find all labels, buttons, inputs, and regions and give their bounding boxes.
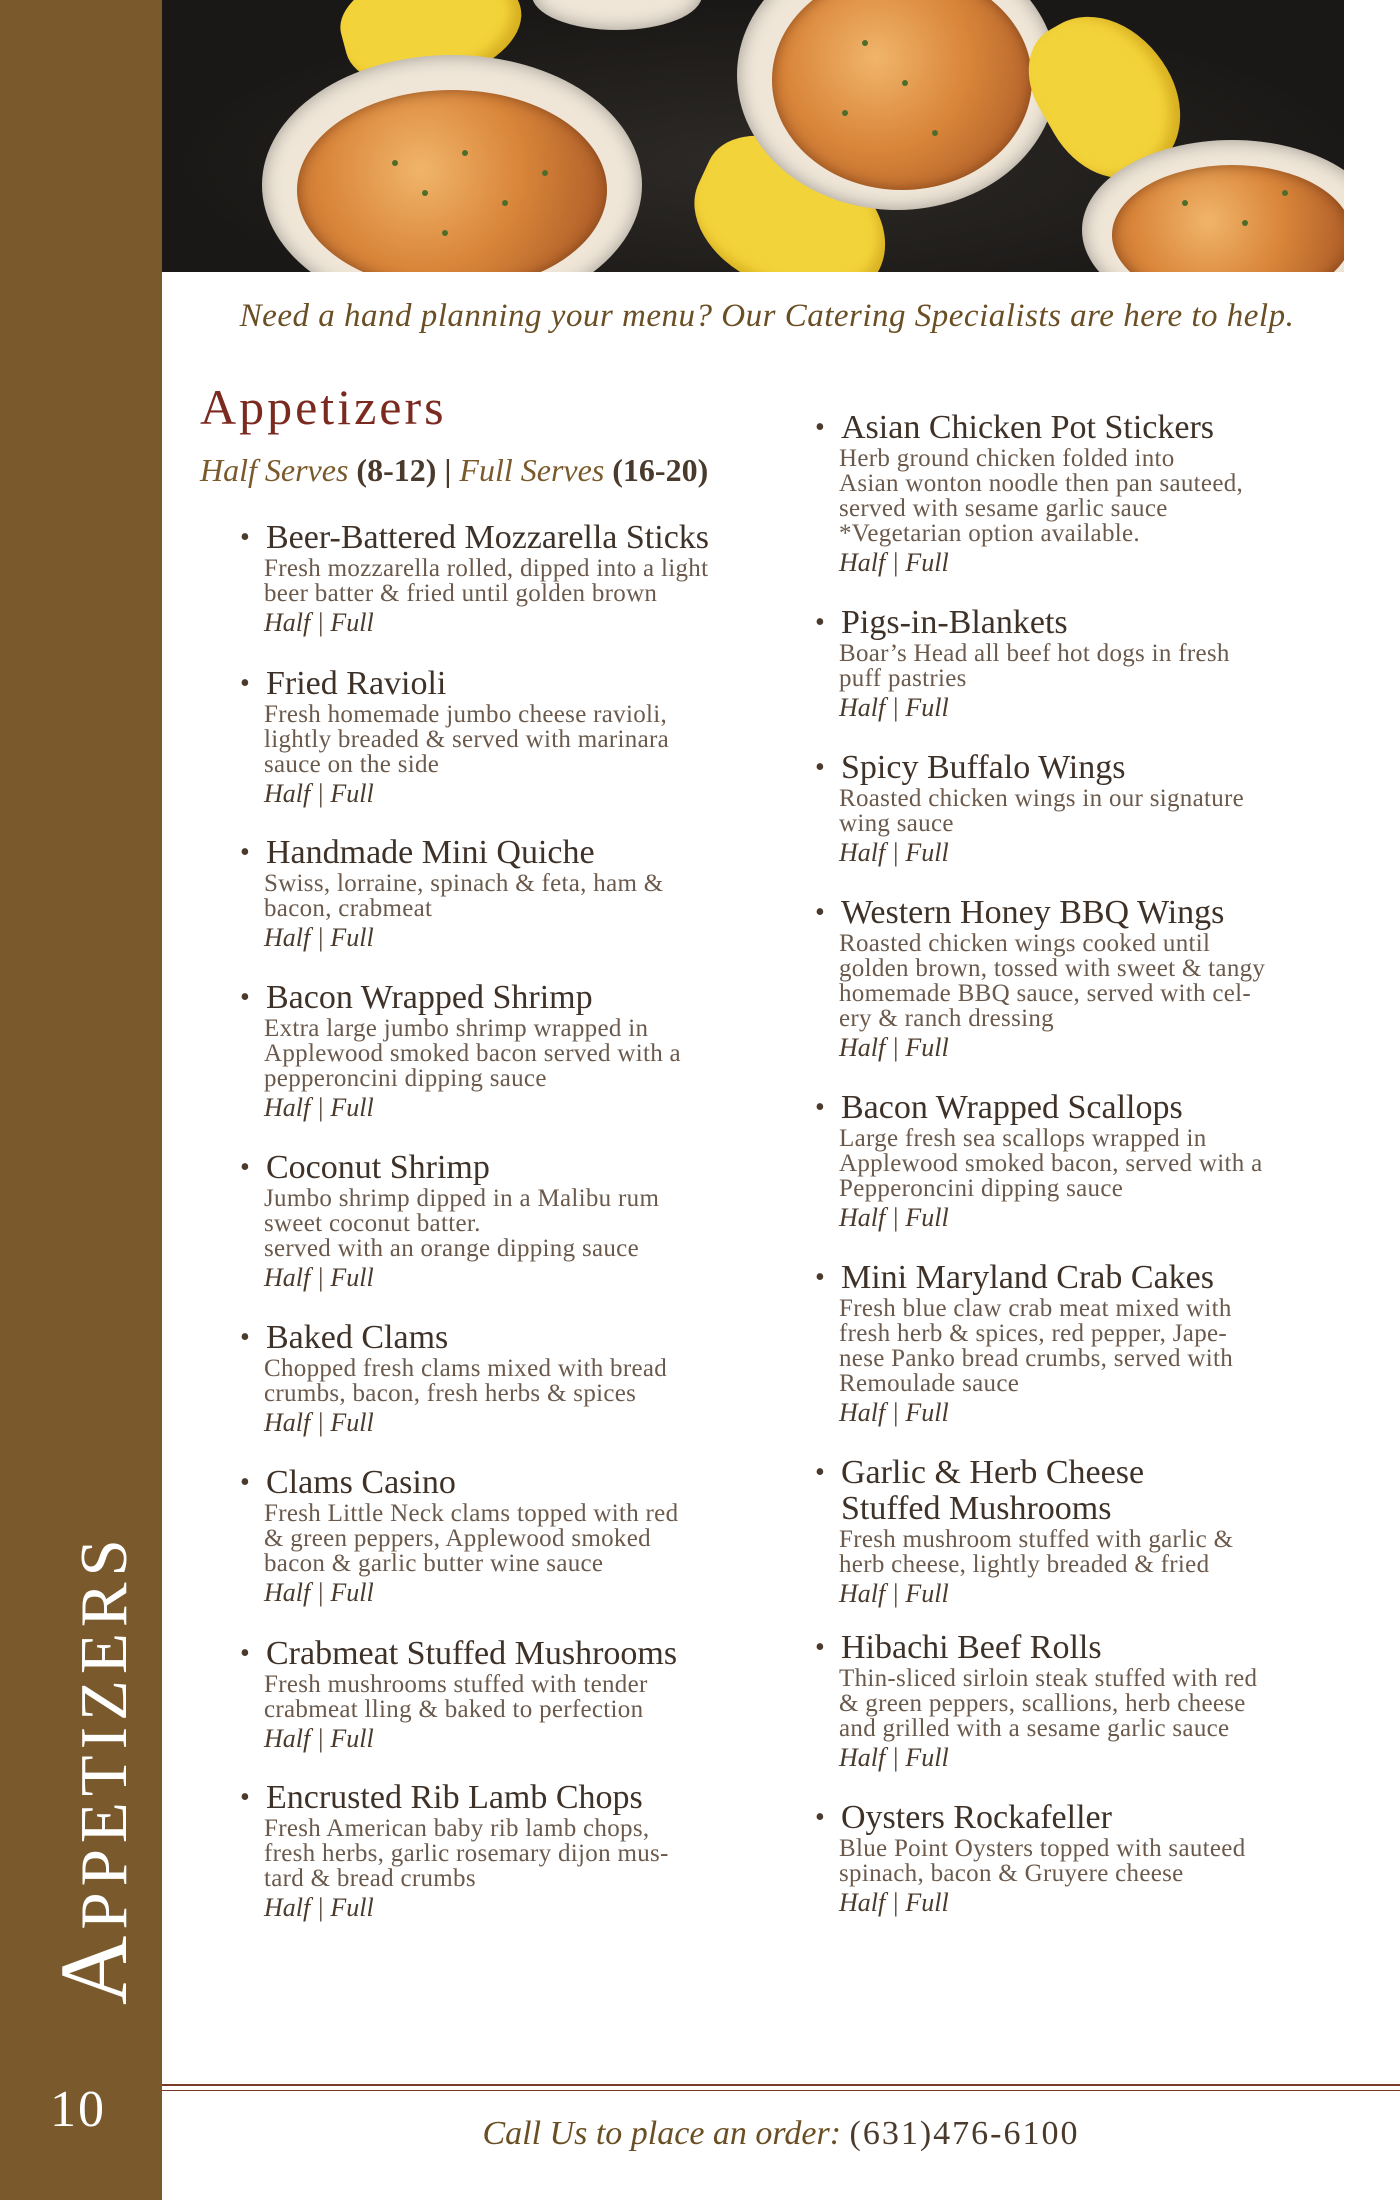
footer-divider bbox=[162, 2084, 1400, 2086]
full-serves-label: Full Serves bbox=[459, 452, 605, 488]
menu-item bbox=[815, 1800, 1360, 1920]
menu-item-name: • Spicy Buffalo Wings bbox=[815, 750, 1360, 786]
menu-item-description: crumbs, bacon, fresh herbs & spices bbox=[264, 1380, 637, 1407]
menu-item-description: beer batter & fried until golden brown bbox=[264, 580, 658, 607]
menu-item bbox=[815, 750, 1360, 870]
menu-item-sizes: Half | Full bbox=[264, 1724, 374, 1753]
menu-item-description: Roasted chicken wings in our signature bbox=[839, 785, 1245, 812]
menu-item bbox=[240, 520, 800, 640]
menu-item-description: Fresh homemade jumbo cheese ravioli, bbox=[264, 701, 668, 728]
menu-item-sizes: Half | Full bbox=[839, 693, 949, 722]
menu-item-description: fresh herbs, garlic rosemary dijon mus- bbox=[264, 1840, 669, 1867]
menu-item-sizes: Half | Full bbox=[264, 1893, 374, 1922]
menu-item-description: Fresh blue claw crab meat mixed with bbox=[839, 1295, 1232, 1322]
menu-item-description: sauce on the side bbox=[264, 751, 440, 778]
menu-item-description: Chopped fresh clams mixed with bread bbox=[264, 1355, 668, 1382]
menu-item-sizes: Half | Full bbox=[839, 1033, 949, 1062]
menu-item-description: Roasted chicken wings cooked until bbox=[839, 930, 1211, 957]
menu-item bbox=[240, 1320, 800, 1440]
menu-item-name: • Pigs-in-Blankets bbox=[815, 605, 1360, 641]
menu-item-sizes: Half | Full bbox=[264, 1408, 374, 1437]
menu-item-sizes: Half | Full bbox=[839, 1398, 949, 1427]
order-label: Call Us to place an order: bbox=[482, 2115, 842, 2152]
menu-item-name: • Western Honey BBQ Wings bbox=[815, 895, 1360, 931]
serves-separator: | bbox=[444, 452, 452, 488]
menu-item bbox=[815, 1455, 1360, 1611]
menu-item-description: bacon, crabmeat bbox=[264, 895, 433, 922]
menu-item bbox=[815, 1260, 1360, 1430]
menu-item-description: ery & ranch dressing bbox=[839, 1005, 1054, 1032]
menu-item-name: • Garlic & Herb Cheese bbox=[815, 1455, 1360, 1491]
menu-item-description: puff pastries bbox=[839, 665, 967, 692]
menu-item-description: wing sauce bbox=[839, 810, 954, 837]
menu-item-name: • Bacon Wrapped Shrimp bbox=[240, 980, 800, 1016]
menu-item-description: Blue Point Oysters topped with sauteed bbox=[839, 1835, 1246, 1862]
menu-item-description: Fresh mushrooms stuffed with tender bbox=[264, 1671, 648, 1698]
menu-item-name: • Bacon Wrapped Scallops bbox=[815, 1090, 1360, 1126]
hero-photo-baked-clams bbox=[162, 0, 1372, 272]
menu-item-sizes: Half | Full bbox=[839, 838, 949, 867]
menu-item-description: Remoulade sauce bbox=[839, 1370, 1020, 1397]
menu-item bbox=[240, 1636, 800, 1756]
menu-item-name: • Handmade Mini Quiche bbox=[240, 835, 800, 871]
menu-item-sizes: Half | Full bbox=[264, 608, 374, 637]
menu-item bbox=[240, 666, 800, 811]
menu-item-description: Fresh mushroom stuffed with garlic & bbox=[839, 1526, 1234, 1553]
menu-item-description: Extra large jumbo shrimp wrapped in bbox=[264, 1015, 649, 1042]
menu-item bbox=[240, 980, 800, 1125]
menu-item-sizes: Half | Full bbox=[839, 1579, 949, 1608]
menu-item-name: • Baked Clams bbox=[240, 1320, 800, 1356]
menu-item-description: Fresh Little Neck clams topped with red bbox=[264, 1500, 679, 1527]
menu-item-name: Stuffed Mushrooms bbox=[841, 1490, 1112, 1527]
menu-item-sizes: Half | Full bbox=[264, 1093, 374, 1122]
menu-item-description: spinach, bacon & Gruyere cheese bbox=[839, 1860, 1184, 1887]
menu-item-description: Jumbo shrimp dipped in a Malibu rum bbox=[264, 1185, 660, 1212]
menu-item-sizes: Half | Full bbox=[839, 1743, 949, 1772]
menu-item bbox=[240, 1150, 800, 1295]
menu-item-description: nese Panko bread crumbs, served with bbox=[839, 1345, 1234, 1372]
menu-item-sizes: Half | Full bbox=[264, 1263, 374, 1292]
menu-item bbox=[240, 835, 800, 955]
menu-item-description: pepperoncini dipping sauce bbox=[264, 1065, 547, 1092]
menu-item-name: • Coconut Shrimp bbox=[240, 1150, 800, 1186]
menu-item-description: & green peppers, scallions, herb cheese bbox=[839, 1690, 1246, 1717]
menu-item bbox=[815, 1630, 1360, 1775]
menu-item bbox=[240, 1465, 800, 1610]
menu-item-description: sweet coconut batter. bbox=[264, 1210, 481, 1237]
menu-item-description: Pepperoncini dipping sauce bbox=[839, 1175, 1124, 1202]
menu-item-name: • Mini Maryland Crab Cakes bbox=[815, 1260, 1360, 1296]
menu-item-description: and grilled with a sesame garlic sauce bbox=[839, 1715, 1230, 1742]
menu-item-name: • Clams Casino bbox=[240, 1465, 800, 1501]
catering-tagline: Need a hand planning your menu? Our Catering Specialists are here to help. bbox=[239, 298, 1295, 334]
menu-item-sizes: Half | Full bbox=[264, 779, 374, 808]
menu-item-name: • Asian Chicken Pot Stickers bbox=[815, 410, 1360, 446]
menu-item-description: bacon & garlic butter wine sauce bbox=[264, 1550, 604, 1577]
menu-item-description: Applewood smoked bacon served with a bbox=[264, 1040, 681, 1067]
page-number: 10 bbox=[50, 2081, 106, 2138]
menu-item bbox=[815, 410, 1360, 580]
sidebar-title-text: Appetizers bbox=[40, 1533, 147, 2005]
menu-item-name: • Fried Ravioli bbox=[240, 666, 800, 702]
menu-item-sizes: Half | Full bbox=[839, 548, 949, 577]
menu-item-description: fresh herb & spices, red pepper, Jape- bbox=[839, 1320, 1228, 1347]
menu-item-sizes: Half | Full bbox=[839, 1203, 949, 1232]
menu-item-name: • Encrusted Rib Lamb Chops bbox=[240, 1780, 800, 1816]
full-serves-count: (16-20) bbox=[612, 452, 709, 488]
half-serves-count: (8-12) bbox=[356, 452, 437, 488]
menu-item-description: lightly breaded & served with marinara bbox=[264, 726, 670, 753]
menu-item-description: Herb ground chicken folded into bbox=[839, 445, 1175, 472]
menu-item-description: homemade BBQ sauce, served with cel- bbox=[839, 980, 1252, 1007]
serving-sizes bbox=[200, 452, 708, 489]
footer-divider-thin bbox=[162, 2090, 1400, 2091]
menu-item-description: served with an orange dipping sauce bbox=[264, 1235, 639, 1262]
menu-item-description: Boar’s Head all beef hot dogs in fresh bbox=[839, 640, 1230, 667]
order-footer bbox=[162, 2115, 1400, 2153]
menu-item-description: herb cheese, lightly breaded & fried bbox=[839, 1551, 1210, 1578]
phone-number: (631)476-6100 bbox=[849, 2115, 1080, 2152]
menu-item-name: • Hibachi Beef Rolls bbox=[815, 1630, 1360, 1666]
menu-item-sizes: Half | Full bbox=[839, 1888, 949, 1917]
menu-item-description: served with sesame garlic sauce bbox=[839, 495, 1168, 522]
menu-item-description: & green peppers, Applewood smoked bbox=[264, 1525, 651, 1552]
menu-item-description: Swiss, lorraine, spinach & feta, ham & bbox=[264, 870, 664, 897]
menu-item-description: *Vegetarian option available. bbox=[839, 520, 1140, 547]
menu-item bbox=[815, 1090, 1360, 1235]
menu-item-description: Fresh mozzarella rolled, dipped into a light bbox=[264, 555, 709, 582]
menu-item-description: Applewood smoked bacon, served with a bbox=[839, 1150, 1263, 1177]
menu-item-description: golden brown, tossed with sweet & tangy bbox=[839, 955, 1266, 982]
menu-item bbox=[815, 895, 1360, 1065]
menu-item-description: Asian wonton noodle then pan sauteed, bbox=[839, 470, 1244, 497]
menu-item-sizes: Half | Full bbox=[264, 1578, 374, 1607]
menu-item-description: Large fresh sea scallops wrapped in bbox=[839, 1125, 1207, 1152]
menu-item-sizes: Half | Full bbox=[264, 923, 374, 952]
sidebar-title bbox=[0, 0, 162, 2200]
menu-item bbox=[240, 1780, 800, 1925]
menu-item-description: Thin-sliced sirloin steak stuffed with red bbox=[839, 1665, 1258, 1692]
menu-item-description: Fresh American baby rib lamb chops, bbox=[264, 1815, 650, 1842]
half-serves-label: Half Serves bbox=[200, 452, 349, 488]
menu-item-description: tard & bread crumbs bbox=[264, 1865, 476, 1892]
menu-item-description: crabmeat lling & baked to perfection bbox=[264, 1696, 644, 1723]
menu-item-name: • Crabmeat Stuffed Mushrooms bbox=[240, 1636, 800, 1672]
menu-item-name: • Beer-Battered Mozzarella Sticks bbox=[240, 520, 800, 556]
menu-item bbox=[815, 605, 1360, 725]
menu-item-name: • Oysters Rockafeller bbox=[815, 1800, 1360, 1836]
section-title: Appetizers bbox=[200, 379, 447, 435]
